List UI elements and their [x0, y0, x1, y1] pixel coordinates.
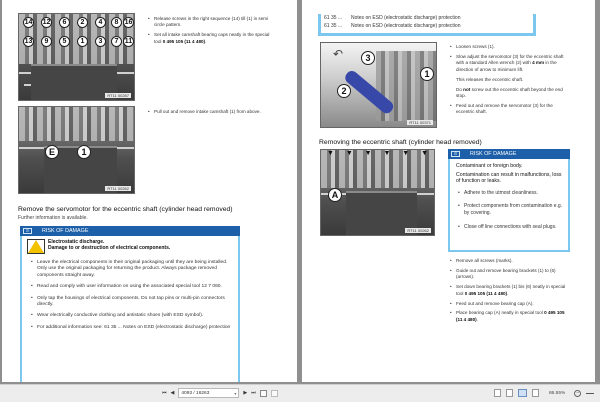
step-item: • Feed out and remove the servomotor (3) for the eccentric shaft. [450, 103, 568, 116]
step-item: • Place bearing cap (A) neatly in special tool 0 495 105 (11 4 480). [450, 310, 570, 323]
marker-6: 6 [59, 17, 70, 28]
page-number-input[interactable]: 4093 / 16263 ▾ [178, 388, 239, 398]
book-icon: ☰ [23, 228, 32, 234]
marker-5: 5 [59, 36, 70, 47]
note-text: Do not screw out the eccentric shaft beyond the end stop. [456, 86, 563, 98]
risk-item: • Adhere to the utmost cleanliness. [458, 190, 564, 197]
step-item: • Feed out and remove bearing cap (A). [450, 301, 570, 307]
risk-header-label: RISK OF DAMAGE [42, 228, 89, 234]
eccentric-shaft-steps [450, 258, 570, 327]
risk-item: • Only tap the housings of electrical components. Do not tap pins or multi-pin connectors directly. [31, 296, 232, 309]
marker-14: 14 [24, 19, 33, 26]
zoom-out-icon[interactable]: − [574, 390, 581, 397]
image-caption: RT11 00287 [107, 93, 129, 98]
esd-warning-icon [27, 239, 45, 254]
marker-12: 12 [42, 19, 51, 26]
risk-item: • Leave the electrical components in their original packaging until they are being installed. Only use the original packaging for returning the product. Always package removed components straight away. [31, 260, 232, 279]
eccentric-shaft-photo [320, 149, 435, 236]
esd-reference-box [318, 14, 536, 36]
arrow-icon: ↶ [333, 47, 344, 61]
risk-items [22, 256, 238, 331]
image-caption: RT11 00262 [107, 186, 129, 191]
prev-page-icon[interactable]: ◀ [170, 390, 175, 396]
right-page [302, 0, 595, 382]
warning-title: Electrostatic discharge. [48, 239, 105, 245]
risk-item: • Wear electrically conductive clothing and antistatic shoes (with ESD symbol). [31, 313, 232, 319]
cylinder-head-photo-1 [18, 13, 135, 101]
image-caption: RT11 00371 [409, 120, 431, 125]
risk-header [448, 149, 570, 159]
step-list-1 [148, 16, 276, 49]
further-info-text: Further information is available. [18, 215, 88, 221]
step-list-2 [148, 109, 276, 119]
marker-1: 1 [77, 145, 91, 159]
step-item: • Release screws in the right sequence (14) till (1) in semi circle pattern. [148, 16, 276, 29]
marker-8: 8 [111, 17, 122, 28]
reference-link[interactable]: 61 35 ... Notes on ESD (electrostatic discharge) protection [324, 15, 461, 21]
step-item: • Remove all screws (marks). [450, 258, 570, 264]
warning-detail: Contamination can result in malfunctions, loss of function or leaks. [456, 171, 562, 185]
left-page [2, 0, 297, 382]
next-page-icon[interactable]: ▶ [243, 390, 248, 396]
step-item: • Slow adjust the servomotor (3) for the eccentric shaft with a standard Allen wrench (2) with 4 mm in the direction of arrow to minimum lift. [450, 54, 568, 73]
marker-1: 1 [420, 67, 434, 81]
reference-link[interactable]: 61 35 ... Notes on ESD (electrostatic discharge) protection [324, 23, 461, 29]
risk-item-link[interactable]: • For additional information see: 61 35 ... Notes on ESD (electrostatic discharge) protection [31, 325, 232, 331]
marker-3: 3 [361, 51, 375, 65]
section-title: Removing the eccentric shaft (cylinder head removed) [319, 139, 482, 146]
first-page-icon[interactable]: ⏮ [162, 390, 167, 396]
warning-title: Contaminant or foreign body. [456, 163, 523, 169]
step-item: • Set down bearing brackets (1) bis (6) neatly in special tool 0 495 105 (11 4 480). [450, 284, 570, 297]
step-item: • Set all intake camshaft bearing caps neatly in the special tool 0 495 105 (11 4 480). [148, 32, 276, 45]
step-item: • Pull out and remove intake camshaft (1) from above. [148, 109, 276, 115]
risk-of-damage-box [20, 226, 240, 382]
marker-2: 2 [337, 84, 351, 98]
previous-view-icon[interactable] [260, 390, 267, 397]
marker-4: 4 [95, 17, 106, 28]
risk-item: • Close off line connections with seal plugs. [458, 224, 564, 231]
marker-9: 9 [41, 36, 52, 47]
servomotor-photo [320, 42, 437, 128]
marker-2: 2 [77, 17, 88, 28]
step-item: • Loosen screws (1). [450, 44, 568, 50]
zoom-slider[interactable] [586, 393, 594, 394]
marker-3: 3 [95, 36, 106, 47]
risk-items [450, 185, 568, 230]
arrow-markers: ▼ ▼ ▼ ▼ ▼ ▼ [327, 150, 428, 157]
warning-detail: Damage to or destruction of electrical components. [48, 245, 171, 252]
continuous-page-view-icon[interactable] [506, 389, 513, 397]
image-caption: RT11 00262 [407, 228, 429, 233]
marker-7: 7 [111, 36, 122, 47]
risk-item: • Protect components from contamination e.g. by covering. [458, 203, 564, 216]
next-view-icon[interactable] [271, 390, 278, 397]
continuous-two-page-view-icon[interactable] [532, 389, 539, 397]
marker-13: 13 [24, 38, 33, 45]
marker-A: A [328, 188, 342, 202]
chevron-down-icon[interactable]: ▾ [234, 391, 237, 396]
single-page-view-icon[interactable] [494, 389, 501, 397]
two-page-view-icon[interactable] [518, 389, 527, 397]
risk-header [20, 226, 240, 236]
book-icon: ☰ [451, 151, 460, 157]
cylinder-head-photo-2 [18, 106, 135, 194]
page-navigation [162, 388, 278, 398]
risk-of-damage-box [448, 149, 570, 252]
servomotor-steps [450, 44, 568, 119]
zoom-level[interactable]: 86.55% [549, 390, 566, 396]
note-text: This releases the eccentric shaft. [456, 76, 524, 82]
last-page-icon[interactable]: ⏭ [251, 390, 256, 396]
marker-16: 16 [124, 19, 133, 26]
marker-11: 11 [124, 38, 133, 45]
viewer-statusbar [0, 384, 600, 402]
risk-item: • Read and comply with user information on using the associated special tool 12 7 060. [31, 284, 232, 290]
section-title: Remove the servomotor for the eccentric shaft (cylinder head removed) [18, 206, 233, 213]
marker-E: E [45, 145, 59, 159]
view-tools [494, 389, 594, 397]
risk-header-label: RISK OF DAMAGE [470, 151, 517, 157]
step-item: • Guide out and remove bearing brackets (1) to (6) (arrows). [450, 268, 570, 281]
marker-1: 1 [77, 36, 88, 47]
